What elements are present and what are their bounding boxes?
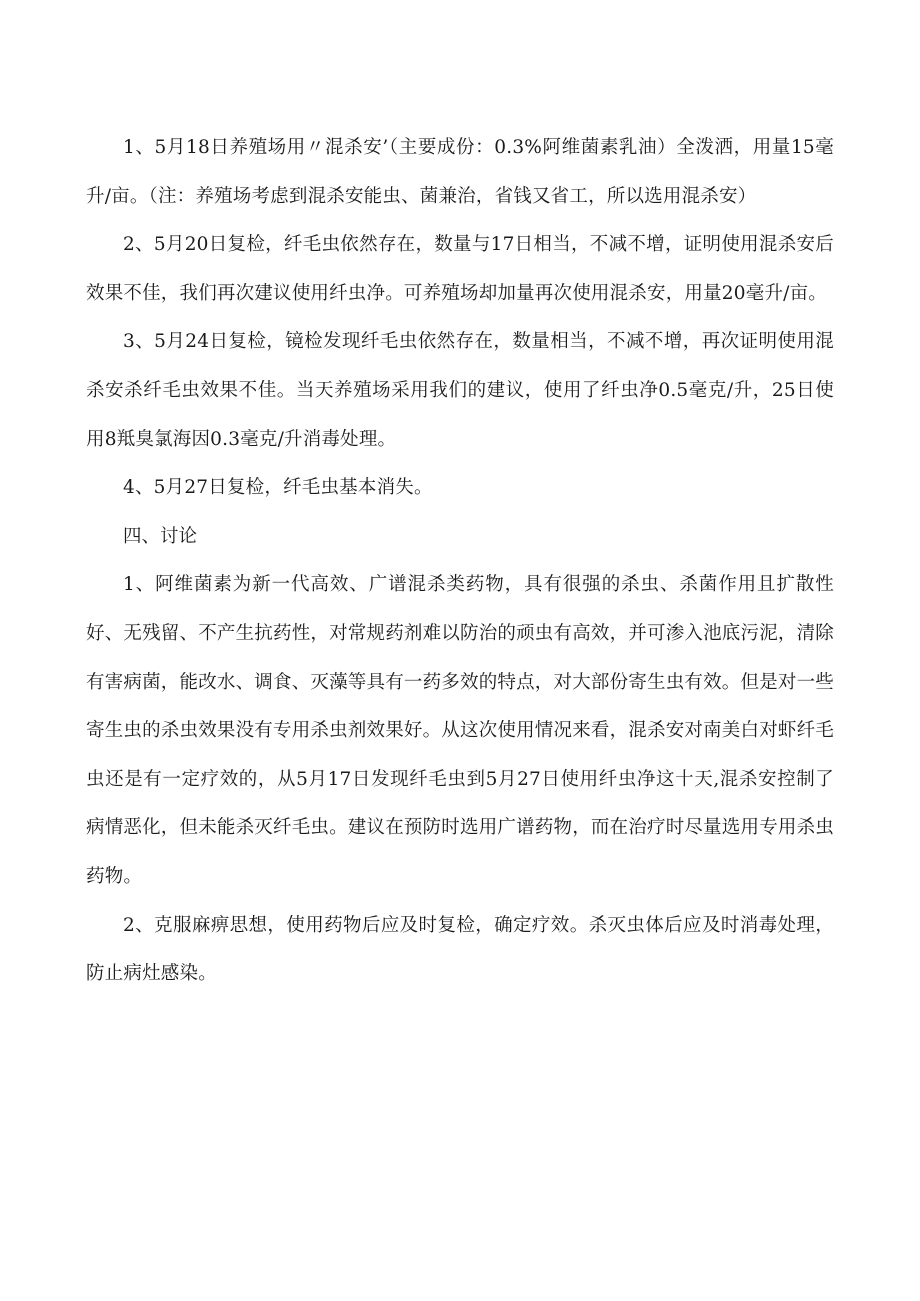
- document-body: [86, 124, 834, 999]
- paragraph-3: 3、5月24日复检，镜检发现纤毛虫依然存在，数量相当，不减不增，再次证明使用混杀安杀纤毛虫效果不佳。当天养殖场采用我们的建议，使用了纤虫净0.5毫克/升，25日使用8羝臭氯海因0.3毫克/升消毒处理。: [86, 331, 834, 450]
- section-heading-discussion: 四、讨论: [123, 525, 198, 547]
- discussion-paragraph-2: 2、克服麻痹思想，使用药物后应及时复检，确定疗效。杀灭虫体后应及时消毒处理，防止病灶感染。: [86, 914, 834, 985]
- paragraph-1: 1、5月18日养殖场用〃混杀安’（主要成份：0.3%阿维菌素乳油）全泼洒，用量15毫升/亩。（注：养殖场考虑到混杀安能虫、菌兼治，省钱又省工，所以选用混杀安）: [86, 137, 834, 207]
- paragraph-4: 4、5月27日复检，纤毛虫基本消失。: [123, 477, 433, 499]
- discussion-paragraph-1: 1、阿维菌素为新一代高效、广谱混杀类药物，具有很强的杀虫、杀菌作用且扩散性好、无残留、不产生抗药性，对常规药剂难以防治的顽虫有高效，并可渗入池底污泥，清除有害病菌，能改水、调食、灭藻等具有一药多效的特点，对大部份寄生虫有效。但是对一些寄生虫的杀虫效果没有专用杀虫剂效果好。从这次使用情况来看，混杀安对南美白对虾纤毛虫还是有一定疗效的，从5月17日发现纤毛虫到5月27日使用纤虫净这十天,混杀安控制了病情恶化，但未能杀灭纤毛虫。建议在预防时选用广谱药物，而在治疗时尽量选用专用杀虫药物。: [86, 574, 835, 887]
- paragraph-2: 2、5月20日复检，纤毛虫依然存在，数量与17日相当，不减不增，证明使用混杀安后效果不佳，我们再次建议使用纤虫净。可养殖场却加量再次使用混杀安，用量20毫升/亩。: [86, 234, 834, 304]
